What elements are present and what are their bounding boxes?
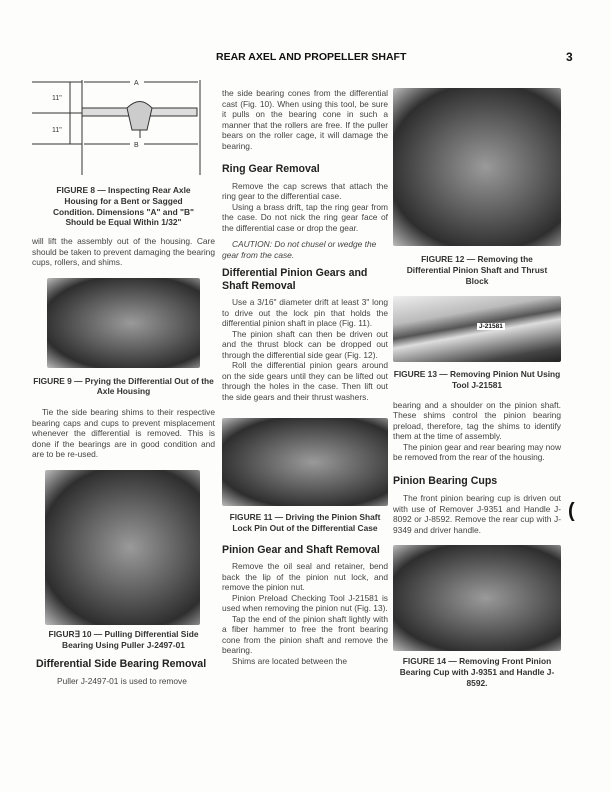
col2-paragraph-3 <box>222 297 388 402</box>
col3-paragraph-2: The front pinion bearing cup is driven out with use of Remover J-9351 and Handle J-8092 or J-8592. Remove the rear cup with J-9349 and driver handle. <box>393 493 561 535</box>
figure-9-caption: FIGURE 9 — Prying the Differential Out of the Axle Housing <box>33 375 214 397</box>
col1-paragraph-2: Tie the side bearing shims to their respective bearing caps and cups to prevent misplacement whenever the differential is removed. This is done if the bearings are in good condition and are to be re-used. <box>32 407 215 460</box>
dimension-11-lower: 11" <box>52 127 62 134</box>
figure-13-photo <box>393 296 561 362</box>
column-3 <box>393 88 561 689</box>
figure-11-caption: FIGURE 11 — Driving the Pinion Shaft Lock Pin Out of the Differential Case <box>229 512 381 533</box>
heading-differential-pinion-gears: Differential Pinion Gears and Shaft Removal <box>222 267 368 292</box>
figure-12-caption: FIGURE 12 — Removing the Differential Pinion Shaft and Thrust Block <box>406 254 548 286</box>
figure-13-tool-label: J-21581 <box>479 323 503 331</box>
dimension-b-label: B <box>134 142 139 149</box>
heading-pinion-gear-shaft-removal: Pinion Gear and Shaft Removal <box>222 543 380 556</box>
col2-paragraph-4d: Shims are located between the <box>232 655 347 666</box>
heading-ring-gear-removal: Ring Gear Removal <box>222 163 320 175</box>
figure-9-photo <box>47 278 200 368</box>
page-number: 3 <box>566 50 573 64</box>
col2-paragraph-3c: Roll the differential pinion gears around on the side gears until they can be lifted out through the holes in the case. Then lift out the side gears and their thrust washers. <box>222 360 388 402</box>
col2-paragraph-2b: Using a brass drift, tap the ring gear from the case. Do not nick the ring gear face of the differential case or drop the gear. <box>222 201 388 233</box>
caution-note: CAUTION: Do not chusel or wedge the gear from the case. <box>222 239 377 260</box>
figure-10-photo <box>45 470 200 625</box>
figure-11-photo <box>222 418 388 506</box>
col2-paragraph-4a: Remove the oil seal and retainer, bend back the lip of the pinion nut lock, and remove the pinion nut. <box>222 561 388 593</box>
figure-8-caption: FIGURE 8 — Inspecting Rear Axle Housing for a Bent or Sagged Condition. Dimensions "A" and "B" Should be Equal Within 1/32" <box>52 185 195 228</box>
col2-paragraph-4c: Tap the end of the pinion shaft lightly with a fiber hammer to free the front bearing cone from the pinion shaft and remove the bearing. <box>222 613 388 656</box>
col1-paragraph-1: will lift the assembly out of the housing. Care should be taken to prevent damaging the bearing cups, rollers, and shims. <box>32 236 215 268</box>
col3-paragraph-1a: bearing and a shoulder on the pinion shaft. These shims control the pinion bearing preload, therefore, tag the shims to identify them at the time of assembly. <box>393 399 561 442</box>
page-header-title: REAR AXEL AND PROPELLER SHAFT <box>216 51 407 63</box>
col3-paragraph-1 <box>393 400 561 463</box>
dimension-11-upper: 11" <box>52 95 62 102</box>
figure-10-caption: FIGUR∃ 10 — Pulling Differential Side Bearing Using Puller J-2497-01 <box>48 628 199 650</box>
col2-paragraph-3b: The pinion shaft can then be driven out and the thrust block can be dropped out through the differential side gear (Fig. 12). <box>222 328 388 360</box>
col2-paragraph-2a: Remove the cap screws that attach the ring gear to the differential case. <box>222 180 388 201</box>
figure-14-photo <box>393 545 561 651</box>
col2-paragraph-1: the side bearing cones from the differential cast (Fig. 10). When using this tool, be sure it pulls on the bearing cone in such a manner that the rollers are free. If the puller bears on the roller cage, it will damage the bearing. <box>222 88 388 151</box>
column-2 <box>222 88 388 666</box>
dimension-a-label: A <box>134 80 139 87</box>
col2-paragraph-2 <box>222 181 388 234</box>
figure-14-caption: FIGURE 14 — Removing Front Pinion Bearing Cup with J-9351 and Handle J-8592. <box>399 656 555 689</box>
heading-pinion-bearing-cups: Pinion Bearing Cups <box>393 474 498 487</box>
figure-8-axle-diagram <box>32 80 217 175</box>
col1-paragraph-3: Puller J-2497-01 is used to remove <box>57 675 187 686</box>
figure-12-photo <box>393 88 561 246</box>
col2-paragraph-4b: Pinion Preload Checking Tool J-21581 is used when removing the pinion nut (Fig. 13). <box>222 592 388 614</box>
col3-paragraph-1b: The pinion gear and rear bearing may now be removed from the rear of the housing. <box>393 441 561 463</box>
column-1 <box>32 80 215 686</box>
heading-differential-side-bearing-removal: Differential Side Bearing Removal <box>36 658 207 671</box>
figure-13-caption: FIGURE 13 — Removing Pinion Nut Using Tool J-21581 <box>393 369 561 391</box>
col2-paragraph-4 <box>222 561 388 666</box>
margin-mark: ( <box>568 500 575 522</box>
col2-paragraph-3a: Use a 3/16" diameter drift at least 3" long to drive out the lock pin that holds the differential pinion shaft in place (Fig. 11). <box>222 297 388 328</box>
